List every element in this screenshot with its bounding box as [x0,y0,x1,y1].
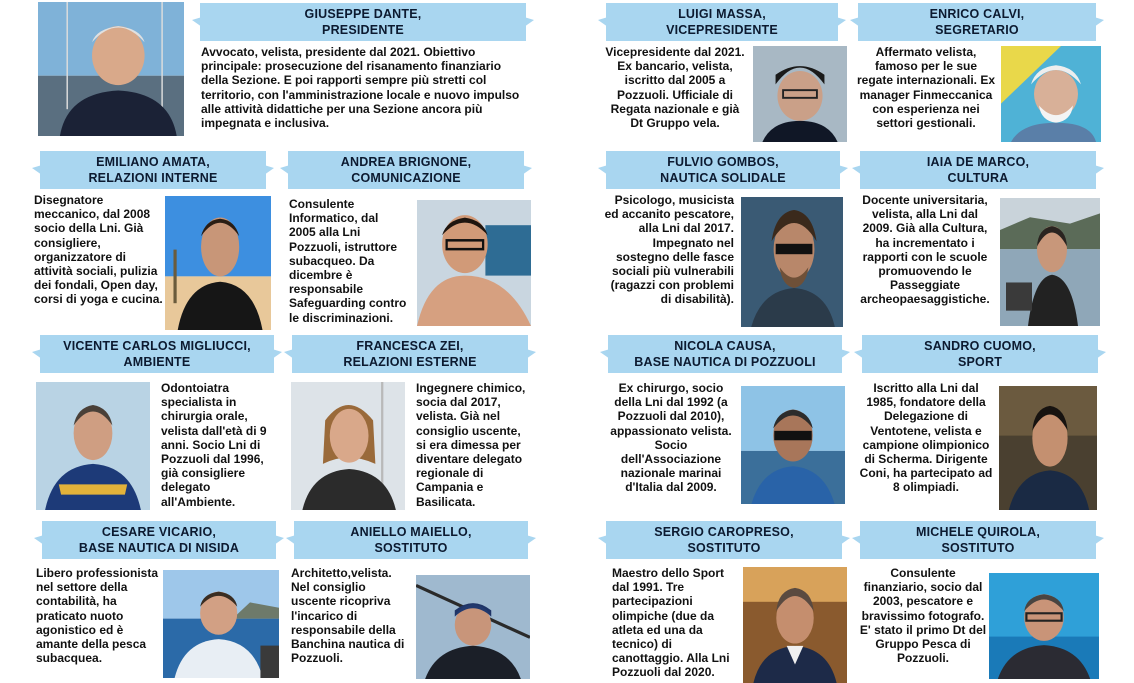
person-bio: Maestro dello Sport dal 1991. Tre partecipazioni olimpiche (due da atleta ed una da tecnico) di canottaggio. Alla Lni Pozzuoli dal 2020. [612,566,730,680]
person-role: NAUTICA SOLIDALE [660,171,786,185]
photo-iaia-de-marco [1000,198,1100,326]
photo-giuseppe-dante [38,2,184,136]
person-role: SOSTITUTO [374,541,448,555]
person-header [860,521,1096,559]
photo-nicola-causa [741,386,845,504]
person-bio: Odontoiatra specialista in chirurgia orale, velista dall'età di 9 anni. Socio Lni di Pozzuoli dal 1996, già consigliere delegato all'Ambiente. [161,381,267,509]
person-bio: Architetto,velista. Nel consiglio uscente ricopriva l'incarico di responsabile della Banchina nautica di Pozzuoli. [291,566,405,666]
person-role: BASE NAUTICA DI POZZUOLI [634,355,816,369]
person-name: LUIGI MASSA, [678,7,766,21]
person-bio: Ex chirurgo, socio della Lni dal 1992 (a Pozzuoli dal 2010), appassionato velista. Socio dell'Associazione nazionale marinai d'Italia dal 2009. [610,381,732,495]
person-bio: Iscritto alla Lni dal 1985, fondatore della Delegazione di Ventotene, velista e campione olimpionico di Scherma. Dirigente Coni, ha partecipato ad 8 olimpiadi. [859,381,993,495]
person-bio: Libero professionista nel settore della contabilità, ha praticato nuoto agonistico ed è amante della pesca subacquea. [36,566,159,666]
person-header [40,151,266,189]
person-name: SERGIO CAROPRESO, [654,525,794,539]
person-role: AMBIENTE [123,355,191,369]
person-bio: Consulente Informatico, dal 2005 alla Lni Pozzuoli, istruttore subacqueo. Da dicembre è responsabile Safeguarding contro le discriminazioni. [289,197,407,325]
photo-francesca-zei [291,382,405,510]
person-role: BASE NAUTICA DI NISIDA [78,541,240,555]
person-name: FULVIO GOMBOS, [667,155,779,169]
person-bio: Ingegnere chimico, socia dal 2017, velista. Già nel consiglio uscente, si era dimessa per diventare delegato regionale di Campania e Basilicata. [416,381,526,509]
person-role: PRESIDENTE [322,23,404,37]
photo-emiliano-amata [165,196,271,330]
person-role: SOSTITUTO [941,541,1015,555]
person-role: RELAZIONI ESTERNE [343,355,477,369]
person-header [42,521,276,559]
person-name: VICENTE CARLOS MIGLIUCCI, [63,339,251,353]
photo-aniello-maiello [416,575,530,679]
photo-vicente-carlos-migliucci [36,382,150,510]
person-header [294,521,528,559]
person-bio: Avvocato, velista, presidente dal 2021. Obiettivo principale: prosecuzione del risanamento finanziario della Sezione. E poi rapporti sempre più stretti col territorio, con l'amministrazione locale e nuovo impulso alle attività didattiche per una Sezione ancora più impegnata e inclusiva. [201,45,520,131]
person-header [200,3,526,41]
person-role: COMUNICAZIONE [351,171,461,185]
person-header [40,335,274,373]
person-bio: Docente universitaria, velista, alla Lni dal 2009. Già alla Cultura, ha incrementato i rapporti con le scuole promuovendo le Passeggiate archeopaesaggistiche. [860,193,990,307]
photo-michele-quirola [989,573,1099,679]
person-bio: Vicepresidente dal 2021. Ex bancario, velista, iscritto dal 2005 a Pozzuoli. Ufficiale di Regata nazionale e già Dt Gruppo vela. [605,45,745,131]
photo-enrico-calvi [1001,46,1101,142]
photo-luigi-massa [753,46,847,142]
person-role: SPORT [957,355,1003,369]
person-bio: Consulente finanziario, socio dal 2003, pescatore e bravissimo fotografo. E' stato il primo Dt del Gruppo Pesca di Pozzuoli. [859,566,987,666]
person-name: FRANCESCA ZEI, [356,339,464,353]
photo-fulvio-gombos [741,197,843,327]
person-bio: Psicologo, musicista ed accanito pescatore, alla Lni dal 2017. Impegnato nel sostegno delle fasce sociali più vulnerabili (ragazzi con problemi di disabilità). [604,193,734,307]
person-header [862,335,1098,373]
person-role: SEGRETARIO [935,23,1019,37]
person-name: SANDRO CUOMO, [924,339,1036,353]
person-name: ANIELLO MAIELLO, [350,525,472,539]
person-name: ENRICO CALVI, [929,7,1025,21]
person-name: CESARE VICARIO, [101,525,217,539]
person-header [292,335,528,373]
person-header [858,3,1096,41]
photo-andrea-brignone [417,200,531,326]
person-role: SOSTITUTO [687,541,761,555]
person-header [860,151,1096,189]
person-header [606,151,840,189]
person-name: ANDREA BRIGNONE, [340,155,472,169]
person-name: IAIA DE MARCO, [926,155,1030,169]
person-role: RELAZIONI INTERNE [88,171,218,185]
person-bio: Affermato velista, famoso per le sue regate internazionali. Ex manager Finmeccanica con esperienza nei settori gestionali. [856,45,996,131]
photo-cesare-vicario [163,570,279,678]
photo-sergio-caropreso [743,567,847,683]
person-header [288,151,524,189]
person-role: CULTURA [947,171,1009,185]
person-role: VICEPRESIDENTE [666,23,778,37]
person-header [606,3,838,41]
person-name: NICOLA CAUSA, [674,339,776,353]
person-name: MICHELE QUIROLA, [915,525,1041,539]
person-header [608,335,842,373]
person-name: GIUSEPPE DANTE, [304,7,422,21]
person-header [606,521,842,559]
person-bio: Disegnatore meccanico, dal 2008 socio della Lni. Già consigliere, organizzatore di attività sociali, pulizia dei fondali, Open day, corsi di yoga e cucina. [34,193,163,307]
person-name: EMILIANO AMATA, [96,155,210,169]
photo-sandro-cuomo [999,386,1097,510]
